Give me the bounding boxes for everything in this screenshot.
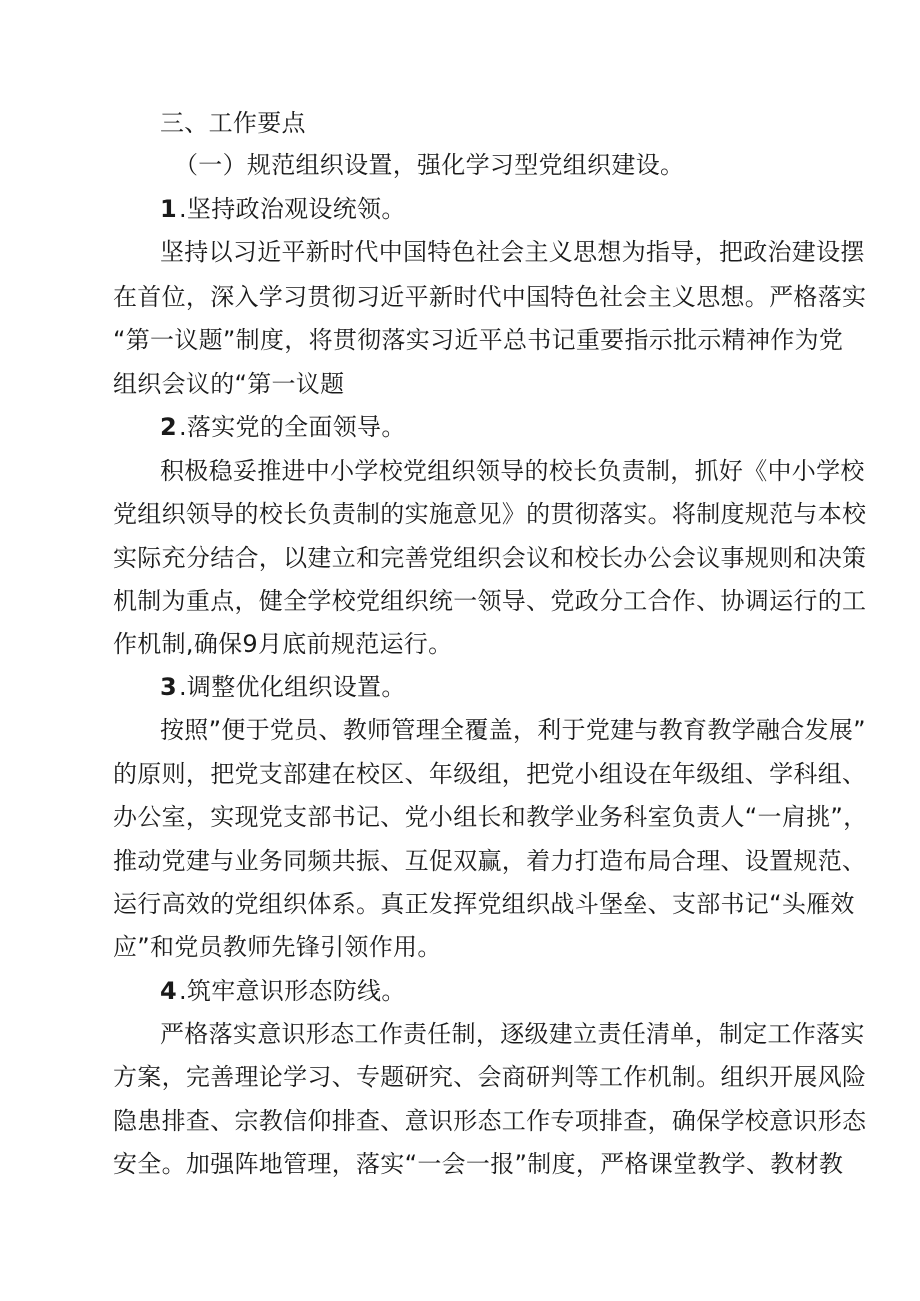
body-line: 的原则，把党支部建在校区、年级组，把党小组设在年级组、学科组、 bbox=[113, 760, 867, 788]
body-line: 办公室，实现党支部书记、党小组长和教学业务科室负责人“一肩挑”， bbox=[113, 803, 868, 831]
body-line: 在首位，深入学习贯彻习近平新时代中国特色社会主义思想。严格落实 bbox=[113, 283, 867, 311]
body-line: 坚持以习近平新时代中国特色社会主义思想为指导，把政治建设摆 bbox=[160, 238, 865, 266]
item-heading-2 bbox=[160, 412, 860, 442]
body-line: 方案，完善理论学习、专题研究、会商研判等工作机制。组织开展风险 bbox=[113, 1063, 867, 1091]
item-heading-1 bbox=[160, 194, 860, 224]
body-line: 作机制,确保9月底前规范运行。 bbox=[113, 630, 453, 658]
item-number: 1 bbox=[160, 195, 177, 223]
body-line: 安全。加强阵地管理，落实“一会一报”制度，严格课堂教学、教材教 bbox=[113, 1150, 844, 1178]
body-line: 按照”便于党员、教师管理全覆盖，利于党建与教育教学融合发展” bbox=[160, 716, 866, 744]
body-line: 应”和党员教师先锋引领作用。 bbox=[113, 933, 442, 961]
item-title: .调整优化组织设置。 bbox=[179, 673, 406, 701]
body-line: 严格落实意识形态工作责任制，逐级建立责任清单，制定工作落实 bbox=[160, 1020, 865, 1048]
body-line: 组织会议的“第一议题 bbox=[113, 370, 345, 398]
subsection-heading: （一）规范组织设置，强化学习型党组织建设。 bbox=[174, 151, 685, 179]
section-heading: 三、工作要点 bbox=[160, 109, 306, 137]
body-line: 实际充分结合，以建立和完善党组织会议和校长办公会议事规则和决策 bbox=[113, 544, 867, 572]
body-line: 隐患排查、宗教信仰排查、意识形态工作专项排查，确保学校意识形态 bbox=[113, 1107, 867, 1135]
body-line: 推动党建与业务同频共振、互促双赢，着力打造布局合理、设置规范、 bbox=[113, 847, 867, 875]
item-title: .筑牢意识形态防线。 bbox=[179, 977, 406, 1005]
item-number: 3 bbox=[160, 673, 177, 701]
item-title: .坚持政治观设统领。 bbox=[179, 195, 406, 223]
body-line: 党组织领导的校长负责制的实施意见》的贯彻落实。将制度规范与本校 bbox=[113, 500, 867, 528]
body-line: 运行高效的党组织体系。真正发挥党组织战斗堡垒、支部书记“头雁效 bbox=[113, 890, 855, 918]
item-heading-4 bbox=[160, 976, 860, 1006]
body-line: 积极稳妥推进中小学校党组织领导的校长负责制，抓好《中小学校 bbox=[160, 457, 865, 485]
item-title: .落实党的全面领导。 bbox=[179, 413, 406, 441]
item-number: 2 bbox=[160, 413, 177, 441]
item-number: 4 bbox=[160, 977, 177, 1005]
body-line: 机制为重点，健全学校党组织统一领导、党政分工合作、协调运行的工 bbox=[113, 587, 867, 615]
body-line: “第一议题”制度，将贯彻落实习近平总书记重要指示批示精神作为党 bbox=[113, 326, 844, 354]
item-heading-3 bbox=[160, 672, 860, 702]
